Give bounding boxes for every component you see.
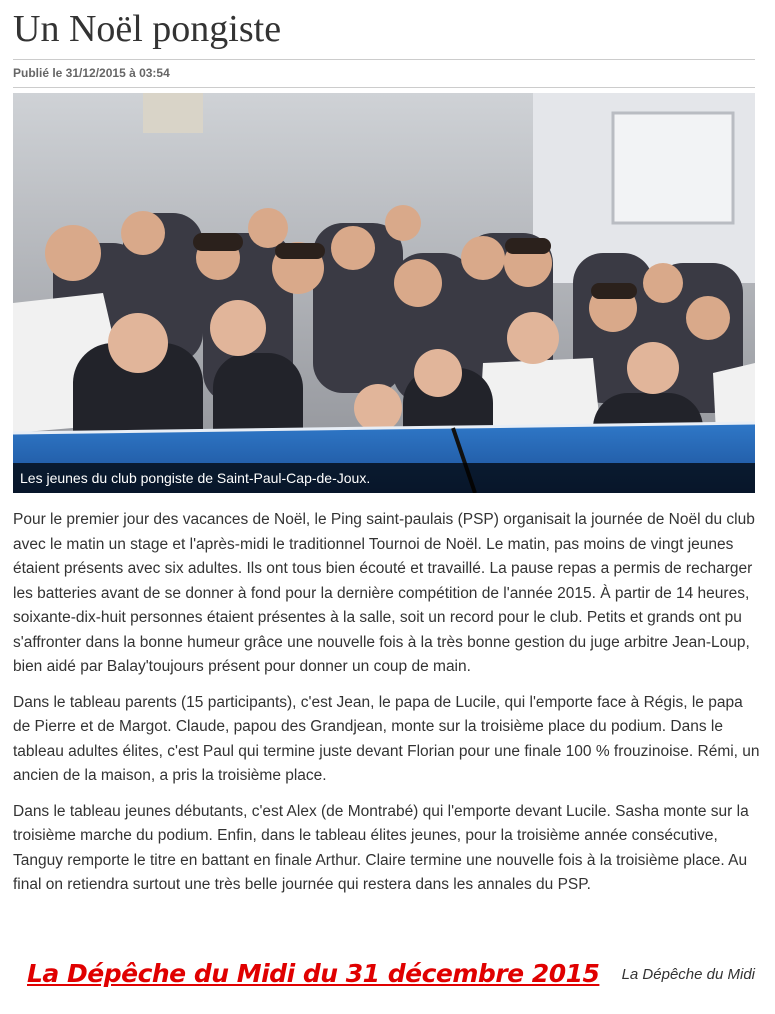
group-photo-image[interactable] [13, 93, 755, 493]
source-credit: La Dépêche du Midi [621, 966, 755, 983]
source-link[interactable]: La Dépêche du Midi du 31 décembre 2015 [27, 959, 600, 988]
publish-date: Publié le 31/12/2015 à 03:54 [13, 59, 755, 88]
article-body [13, 508, 761, 909]
photo-caption: Les jeunes du club pongiste de Saint-Paul-Cap-de-Joux. [13, 463, 755, 493]
article-paragraph: Pour le premier jour des vacances de Noël, le Ping saint-paulais (PSP) organisait la journée de Noël du club avec le matin un stage et l'après-midi le traditionnel Tournoi de Noël. Le matin, pas moins de vingt jeunes étaient présents avec six adultes. Ils ont tous bien écouté et travaillé. La pause repas a permis de recharger les batteries avant de se donner à fond pour la dernière compétition de l'année 2015. À partir de 14 heures, soixante-dix-huit personnes étaient présentes à la salle, soit un record pour le club. Petits et grands ont pu s'affronter dans la bonne humeur grâce une nouvelle fois à la très bonne gestion du juge arbitre Jean-Loup, bien aidé par Balay'toujours présent pour donner un coup de main. [13, 511, 755, 675]
article-figure [13, 93, 755, 493]
article-paragraph: Dans le tableau jeunes débutants, c'est Alex (de Montrabé) qui l'emporte devant Lucile. Sasha monte sur la troisième marche du podium. Enfin, dans le tableau élites jeunes, pour la troisième année consécutive, Tanguy remporte le titre en battant en finale Arthur. Claire termine une nouvelle fois à la troisième place. Au final on retiendra surtout une très belle journée qui restera dans les annales du PSP. [13, 802, 749, 893]
article-title: Un Noël pongiste [13, 8, 282, 50]
article-paragraph: Dans le tableau parents (15 participants), c'est Jean, le papa de Lucile, qui l'emporte face à Régis, le papa de Pierre et de Margot. Claude, papou des Grandjean, monte sur la troisième place du podium. Dans le tableau adultes élites, c'est Paul qui termine juste devant Florian pour une finale 100 % frouzinoise. Rémi, un ancien de la maison, a pris la troisième place. [13, 693, 760, 784]
